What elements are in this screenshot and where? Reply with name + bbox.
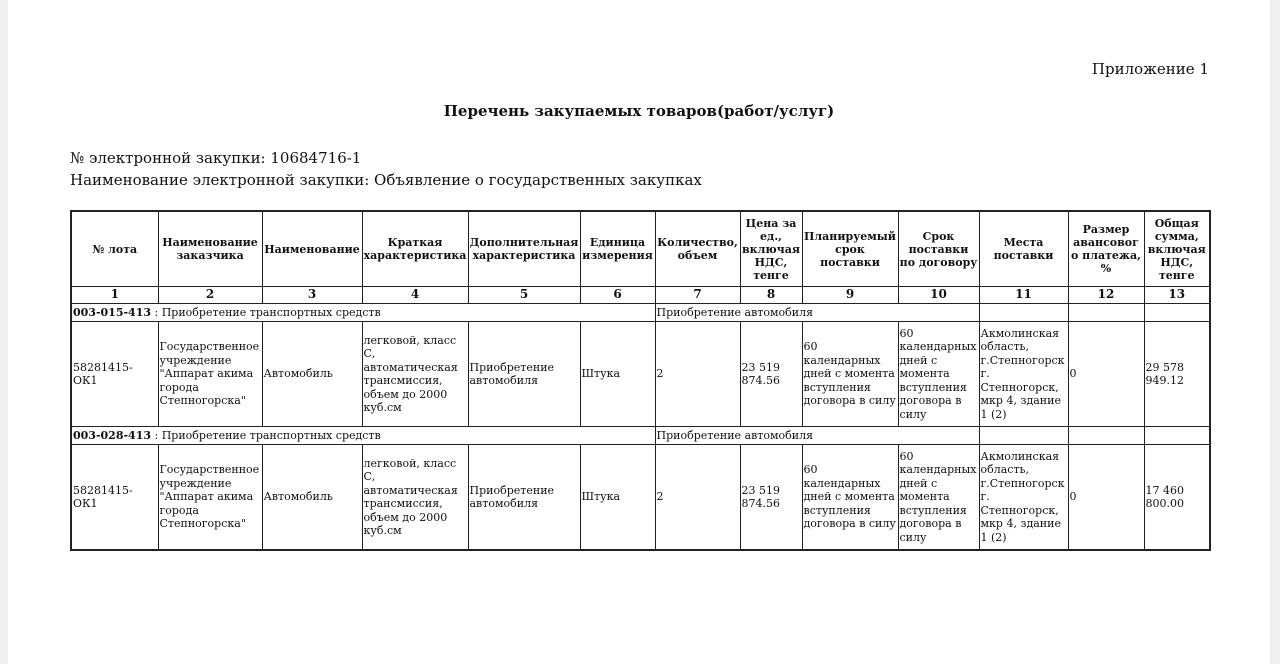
extra-description: Приобретение автомобиля — [468, 322, 580, 427]
delivery-place: Акмолинская область, г.Степногорск г. Степногорск, мкр 4, здание 1 (2) — [979, 322, 1068, 427]
column-number: 10 — [898, 287, 979, 304]
header-cell: Срок поставки по договору — [898, 211, 979, 287]
column-number: 5 — [468, 287, 580, 304]
item-name: Автомобиль — [262, 322, 362, 427]
quantity: 2 — [655, 445, 740, 551]
lot-title-cell — [71, 304, 655, 322]
column-number: 13 — [1144, 287, 1210, 304]
unit: Штука — [580, 445, 655, 551]
total-sum: 29 578 949.12 — [1144, 322, 1210, 427]
header-cell: Единица измерения — [580, 211, 655, 287]
unit-price: 23 519 874.56 — [740, 445, 802, 551]
column-number: 3 — [262, 287, 362, 304]
unit: Штука — [580, 322, 655, 427]
delivery-place: Акмолинская область, г.Степногорск г. Степногорск, мкр 4, здание 1 (2) — [979, 445, 1068, 551]
lot-empty-cell — [1068, 427, 1144, 445]
column-number: 9 — [802, 287, 898, 304]
contract-term: 60 календарных дней с момента вступления договора в силу — [898, 445, 979, 551]
lot-empty-cell — [1068, 304, 1144, 322]
document-page — [8, 0, 1270, 664]
header-cell: Цена за ед., включая НДС, тенге — [740, 211, 802, 287]
lot-code: 003-015-413 — [73, 305, 152, 319]
lot-empty-cell — [1144, 427, 1210, 445]
lot-header-row — [71, 427, 1210, 445]
column-number: 4 — [362, 287, 468, 304]
lot-title: : Приобретение транспортных средств — [151, 305, 381, 319]
advance-payment: 0 — [1068, 322, 1144, 427]
lot-header-row — [71, 304, 1210, 322]
document-title: Перечень закупаемых товаров(работ/услуг) — [443, 102, 835, 120]
purchase-number: № электронной закупки: 10684716-1 — [70, 149, 362, 167]
quantity: 2 — [655, 322, 740, 427]
item-name: Автомобиль — [262, 445, 362, 551]
unit-price: 23 519 874.56 — [740, 322, 802, 427]
lot-subject: Приобретение автомобиля — [655, 427, 979, 445]
column-number: 2 — [158, 287, 262, 304]
header-cell: Дополнительная характеристика — [468, 211, 580, 287]
header-cell: № лота — [71, 211, 158, 287]
column-number: 1 — [71, 287, 158, 304]
purchase-name: Наименование электронной закупки: Объявление о государственных закупках — [70, 171, 702, 189]
column-number-row — [71, 287, 1210, 304]
header-row — [71, 211, 1210, 287]
header-cell: Размер авансового платежа, % — [1068, 211, 1144, 287]
column-number: 11 — [979, 287, 1068, 304]
header-cell: Планируемый срок поставки — [802, 211, 898, 287]
total-sum: 17 460 800.00 — [1144, 445, 1210, 551]
column-number: 12 — [1068, 287, 1144, 304]
header-cell: Общая сумма, включая НДС, тенге — [1144, 211, 1210, 287]
planned-term: 60 календарных дней с момента вступления договора в силу — [802, 322, 898, 427]
header-cell: Количество, объем — [655, 211, 740, 287]
goods-table — [70, 210, 1211, 551]
table-row — [71, 322, 1210, 427]
lot-empty-cell — [979, 427, 1068, 445]
purchase-meta — [70, 147, 702, 191]
lot-title: : Приобретение транспортных средств — [151, 428, 381, 442]
lot-empty-cell — [979, 304, 1068, 322]
customer-name: Государственное учреждение "Аппарат акима города Степногорска" — [158, 322, 262, 427]
table-row — [71, 445, 1210, 551]
lot-empty-cell — [1144, 304, 1210, 322]
header-cell: Наименование — [262, 211, 362, 287]
advance-payment: 0 — [1068, 445, 1144, 551]
header-cell: Краткая характеристика — [362, 211, 468, 287]
appendix-label: Приложение 1 — [1091, 60, 1209, 78]
short-description: легковой, класс С, автоматическая трансмиссия, объем до 2000 куб.см — [362, 445, 468, 551]
planned-term: 60 календарных дней с момента вступления договора в силу — [802, 445, 898, 551]
short-description: легковой, класс С, автоматическая трансмиссия, объем до 2000 куб.см — [362, 322, 468, 427]
header-cell: Наименование заказчика — [158, 211, 262, 287]
lot-number: 58281415-ОК1 — [71, 445, 158, 551]
lot-code: 003-028-413 — [73, 428, 152, 442]
lot-subject: Приобретение автомобиля — [655, 304, 979, 322]
lot-number: 58281415-ОК1 — [71, 322, 158, 427]
column-number: 6 — [580, 287, 655, 304]
contract-term: 60 календарных дней с момента вступления договора в силу — [898, 322, 979, 427]
column-number: 8 — [740, 287, 802, 304]
header-cell: Места поставки — [979, 211, 1068, 287]
column-number: 7 — [655, 287, 740, 304]
lot-title-cell — [71, 427, 655, 445]
extra-description: Приобретение автомобиля — [468, 445, 580, 551]
customer-name: Государственное учреждение "Аппарат акима города Степногорска" — [158, 445, 262, 551]
